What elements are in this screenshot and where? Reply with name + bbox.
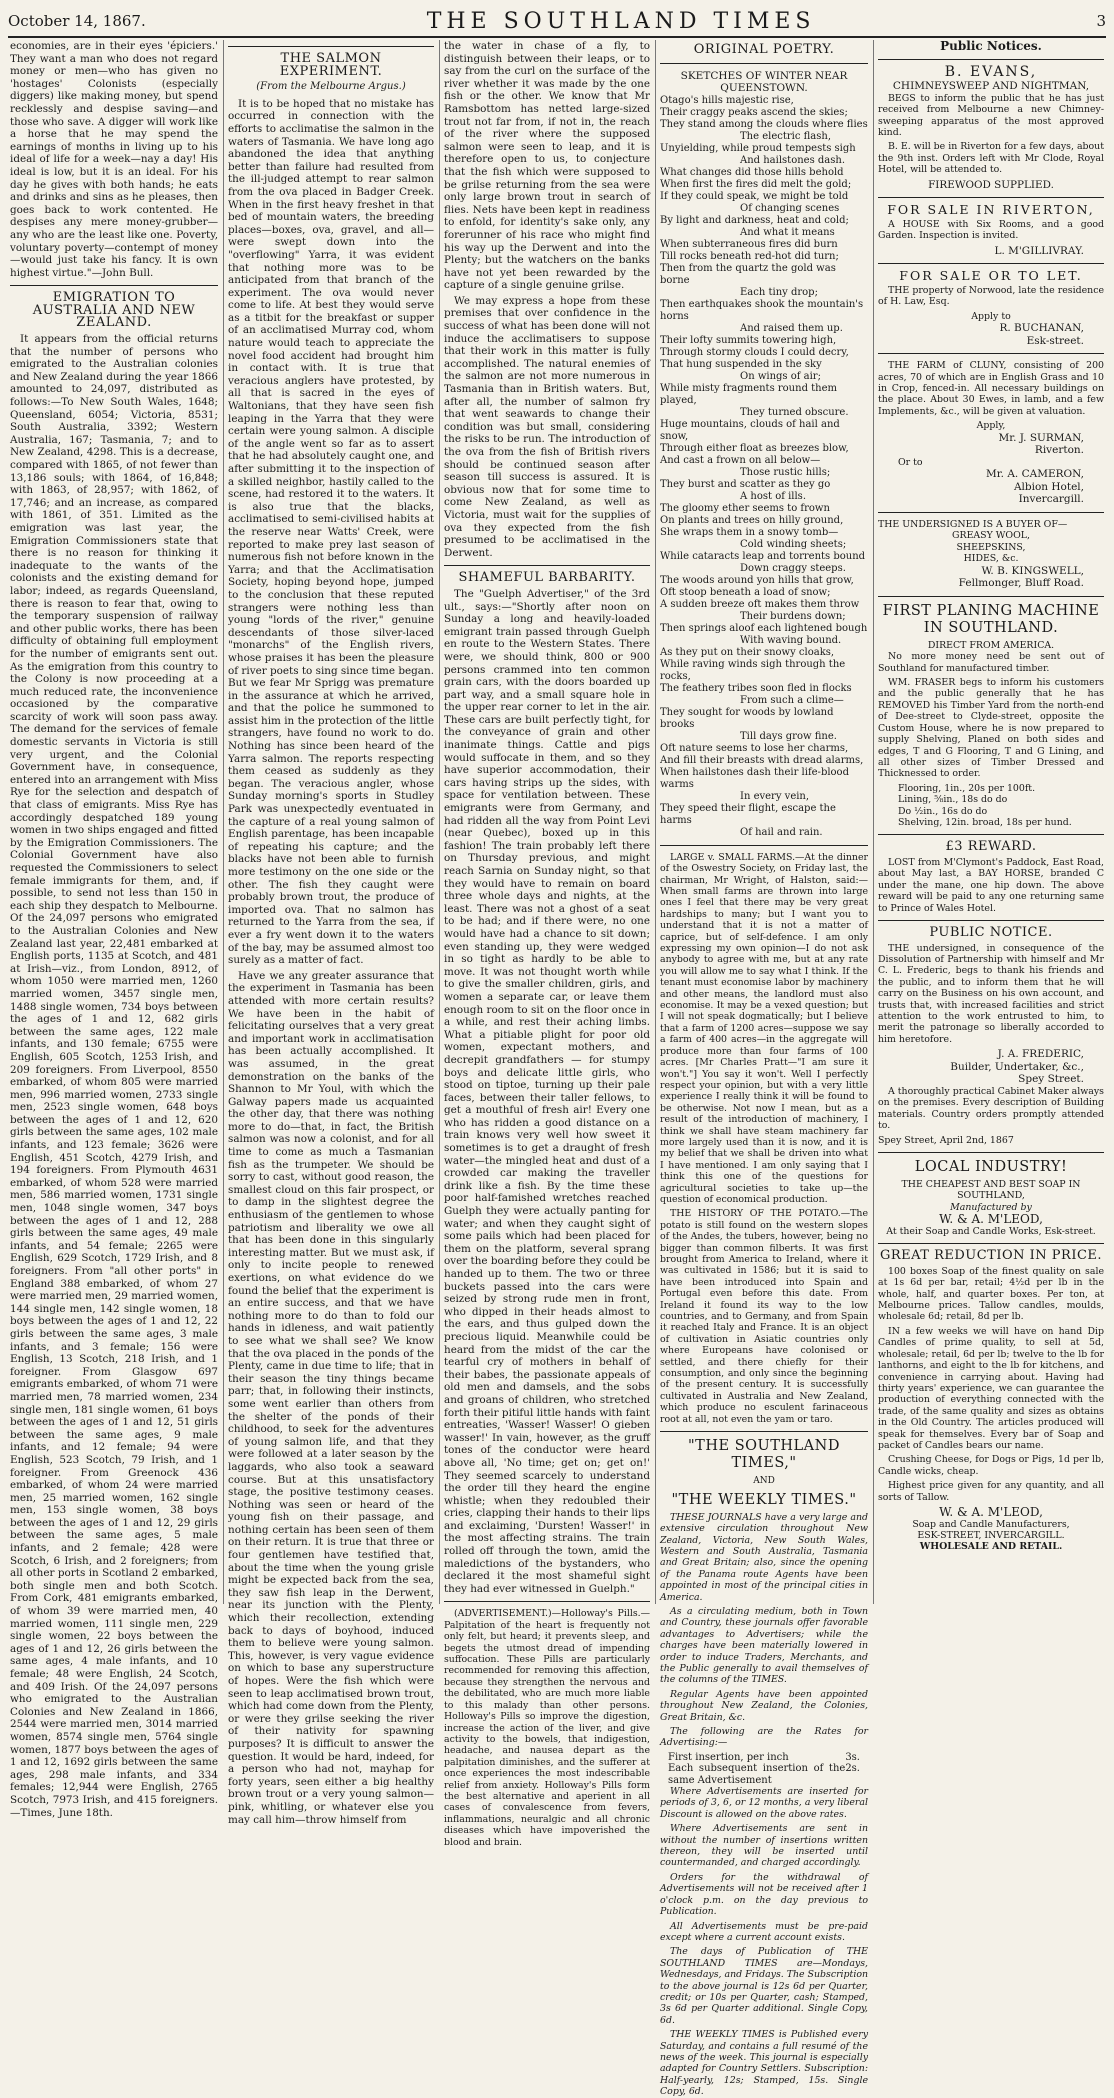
divider (878, 59, 1104, 60)
column-rule (655, 40, 656, 1604)
poem-line: And raised them up. (740, 322, 843, 334)
poem-line: As they put on their snowy cloaks, (660, 646, 835, 658)
divider (878, 263, 1104, 264)
page-number: 3 (1096, 12, 1106, 30)
times-title: "THE SOUTHLAND TIMES," (688, 1438, 840, 1472)
poem-line: She wraps them in a snowy tomb— (660, 526, 839, 538)
notice-text: Crushing Cheese, for Dogs or Pigs, 1d per lb, Candle wicks, cheap. (878, 1454, 1104, 1477)
notice-text: Highest price given for any quantity, and all sorts of Tallow. (878, 1480, 1104, 1503)
notice-signature: Fellmonger, Bluff Road. (958, 577, 1084, 590)
poem-line: The woods around yon hills that grow, (660, 574, 854, 586)
notice-text: LOST from M'Clymont's Paddock, East Road, about May last, a BAY HORSE, branded C under the mane, one hip down. The above reward will be paid to any one returning same to Prince of Wales Hotel. (878, 856, 1104, 914)
poem-line: And hailstones dash. (740, 154, 845, 166)
notice-text: THE property of Norwood, late the residence of H. Law, Esq. (878, 284, 1104, 308)
poem-line: They speed their flight, escape the harms (660, 802, 836, 826)
notice-makers: W. & A. M'LEOD, (939, 1212, 1043, 1227)
notice-text: B. E. will be in Riverton for a few days, about the 9th inst. Orders left with Mr Clode, Royal Hotel, will be attended to. (878, 141, 1104, 176)
newspaper-title: THE SOUTHLAND TIMES (426, 8, 816, 34)
notice-text: No more money need be sent out of Southland for manufactured timber. (878, 651, 1104, 674)
poem-line: Unyielding, while proud tempests sigh (660, 142, 856, 154)
poem-line: Till rocks beneath red-hot did turn; (660, 250, 839, 262)
rate-row-first (660, 1752, 868, 1763)
rate-value: 3s. (845, 1751, 860, 1763)
times-text-1: THESE JOURNALS have a very large and extensive circulation throughout New Zealand, Victoria, New South Wales, Western and South Australia, Tasmania and Great Britain; also, since the opening of the Panama route Agents have been appointed in most of the principal cities in America. (660, 1511, 868, 1603)
notice-evans (878, 63, 1104, 93)
divider (660, 1431, 868, 1432)
salmon-continuation: the water in chase of a fly, to distinguish between their leaps, or to say from the curl on the surface of the river whether it was made by the one fish or the other. We know that Mr Ramsbottom has netted large-sized trout not far from, if not in, the reach of the river where the supposed salmon were seen to leap, and it is therefore open to us, to conjecture that the fish which were supposed to be grilse returning from the sea were only large brown trout in search of flies. Nets have been kept in readiness to enfold, for identity's sake only, any forerunner of his race who might find his way up the Derwent and into the Plenty; but the watchers on the banks have not yet been rewarded by the capture of a single genuine grilse. (444, 40, 650, 292)
notice-text: THE undersigned, in consequence of the Dissolution of Partnership with himself and Mr C. L. Frederic, begs to thank his friends and the public, and to inform them that he will carry on the Business on his own account, and trusts that, with increased facilities and strict attention to the work entrusted to him, to merit the patronage so liberally accorded to him heretofore. (878, 942, 1104, 1045)
notice-signature: J. A. FREDERIC, (997, 1048, 1084, 1061)
notice-address: ESK-STREET, INVERCARGILL. (917, 1529, 1065, 1541)
poem-line: Huge mountains, clouds of hail and snow, (660, 418, 840, 442)
notice-signature: Invercargill. (1018, 493, 1084, 506)
times-text-3: Regular Agents have been appointed throughout New Zealand, the Colonies, Great Britain, &c. (660, 1688, 868, 1723)
poem-line: Then springs aloof each lightened bough (660, 622, 868, 634)
poem-line: Of hail and rain. (740, 826, 823, 838)
column-5 (878, 40, 1104, 1604)
notice-text: A thoroughly practical Cabinet Maker always on the premises. Every description of Building materials. Country orders promptly attended to. (878, 1086, 1104, 1132)
poem-line: Their burdens down; (740, 610, 846, 622)
salmon-text-1: It is to be hoped that no mistake has occurred in connection with the efforts to acclimatise the salmon in the waters of Tasmania. We have long ago abandoned the idea that anything better than failure had resulted from the ill-judged attempt to rear salmon from the ova placed in Badger Creek. When in the first heavy freshet in that bed of mountain waters, the breeding places—boxes, ova, gravel, and all—were swept down into the "overflowing" Yarra, it was evident that nothing more was to be anticipated from that branch of the experiment. The ova would never come to life. At best they would serve as a titbit for the breakfast or supper of an acclimatised Murray cod, whom nature would teach to appreciate the novel food accident had brought him in contact with. It is true that veracious anglers have protested, by all that is sacred in the eyes of Waltonians, that they have seen fish leaping in the Yarra that they were certain were young salmon. A disciple of the angle went so far as to assert that he had absolutely caught one, and after submitting it to the inspection of a skilled neighbor, hastily called to the scene, had restored it to the waters. It is also true that the blacks, acclimatised to semi-civilised habits at the reserve near Watts' Creek, were reported to make prey last season of numerous fish not before known in the Yarra; and that the Acclimatisation Society, hoping beyond hope, jumped to the conclusion that these reputed strangers were nothing less than young "lords of the river," genuine descendants of those silver-laced "monarchs" of the English rivers, whose praises it has been the pleasure of river poets to sing since time began. But we fear Mr Sprigg was premature in the assurance at which he arrived, and that the police he summoned to assist him in the protection of the little strangers, have found no work to do. Nothing has since been heard of the Yarra salmon. The reports respecting them ceased as suddenly as they began. The veracious angler, whose Sunday morning's sports in Studley Park was unexpectedly eventuated in the capture of a real young salmon of English parentage, has been incapable of repeating his capture; and the blacks have not been able to furnish more testimony on the one side or the other. The fish they caught were probably brown trout, the produce of imported ova. That no salmon has returned to the Yarra from the sea, if ever a fry went down it to the waters of the bay, may be assumed almost too surely as a matter of fact. (228, 97, 434, 967)
rate-row-subsequent (660, 1763, 868, 1786)
poem-line: By light and darkness, heat and cold; (660, 214, 849, 226)
column-3 (444, 40, 650, 1848)
times-text-5: Where Advertisements are sent in without the number of insertions written thereon, they will be inserted until countermanded, and charged accordingly. (660, 1823, 868, 1869)
poem-line: Then from the quartz the gold was borne (660, 262, 836, 286)
article-title-emigration: EMIGRATION TO AUSTRALIA AND NEW ZEALAND. (32, 290, 196, 331)
section-title-poetry: ORIGINAL POETRY. (693, 42, 835, 57)
buyer-item: SHEEPSKINS, (956, 541, 1026, 553)
poem-line: They turned obscure. (740, 406, 849, 418)
buyer-items (878, 530, 1104, 564)
salmon-text-2: Have we any greater assurance that the experiment in Tasmania has been attended with more certain results? We have been in the habit of felicitating ourselves that a very great and important work in acclimatisation has been actually accomplished. It was assumed, in the great demonstration on the banks of the Shannon to Mr Youl, with which the Galway papers made us acquainted the other day, that there was nothing more to do—that, in fact, the British salmon was now a colonist, and for all time to come as much a Tasmanian fish as the trumpeter. We should be sorry to cast, without good reason, the smallest cloud on this fair prospect, or to damp in the slightest degree the enthusiasm of the gentlemen to whose patriotism and liberality we owe all that has been done in this singularly interesting matter. But we must ask, if only to incite people to renewed exertions, on what evidence do we found the belief that the experiment is an entire success, and that we have nothing more to do than to fold our hands in idleness, and wait patiently to see what we shall see? We know that the ova placed in the ponds of the Plenty, came in due time to life; that in their season the tiny things became parr; that, in following their instincts, some went earlier than others from the shelter of the ponds of their childhood, to seek for the adventures of young salmon life, and that they were followed at a later season by the laggards, who also took a seaward course. But at this unsatisfactory stage, the positive testimony ceases. Nothing was seen or heard of the young fish on their passage, and nothing certain has been seen of them on their return. It is true that three or four gentlemen have testified that, about the time when the young grisle might be expected back from the sea, they saw fish leap in the Derwent, near its junction with the Plenty, which their recollection, extending back to days of boyhood, induced them to believe were young salmon. This, however, is very vague evidence on which to base any superstructure of hopes. Were the fish which were seen to leap acclimatised brown trout, which had come down from the Plenty, or were they grilse seeking the river of their nativity for spawning purposes? It is difficult to answer the question. It would be hard, indeed, for a person who had not, mayhap for forty years, seen either a big healthy brown trout or a very young salmon—pink, whitling, or whatever else you may call him—throw himself from (228, 969, 434, 1826)
price-shelving: Shelving, 12in. broad, 18s per hund. (898, 816, 1072, 828)
notice-text: A HOUSE with Six Rooms, and a good Garden. Inspection is invited. (878, 218, 1104, 242)
column-1 (10, 40, 218, 1819)
divider (10, 285, 218, 286)
poem-line: When subterraneous fires did burn (660, 238, 838, 250)
notice-reduction-title: GREAT REDUCTION IN PRICE. (879, 1248, 1103, 1264)
poem-line: And cast a frown on all below— (660, 454, 821, 466)
masthead (8, 6, 1106, 38)
notice-trade: Soap and Candle Manufacturers, (912, 1518, 1070, 1530)
article-continuation: economies, are in their eyes 'épiciers.' They want a man who does not regard money or men—who has given no 'hostages' Colonists (especially diggers) like making money, but spend recklessly and despise saving—and those who save. A digger will work like a horse that he may spend the earnings of months in living up to his ideal of life for a week—nay a day! His ideal is low, but it is an ideal. For his day he gives with both hands; he eats and drinks and sins as he pleases, then goes back to work contented. He despises any mere money-grubber—any who are the least like one. Poverty, voluntary poverty—contempt of money—would just take his fancy. It is own highest virtue."—John Bull. (10, 40, 218, 279)
price-lining: Lining, ⅝in., 18s do do (898, 794, 1008, 806)
poem-line: While cataracts leap and torrents bound (660, 550, 866, 562)
notice-text: IN a few weeks we will have on hand Dip Candles of prime quality, to sell at 5d, wholesale; retail, 6d per lb; twelve to the lb for lanthorns, and eight to the lb for kitchens, and convenience in carrying about. Having had thirty years' experience, we can guarantee the production of everything connected with the trade, of the same quality and sizes as obtains in the Old Country. The articles produced will speak for themselves. Every bar of Soap and packet of Candles bears our name. (878, 1325, 1104, 1451)
holloway-advertisement: (ADVERTISEMENT.)—Holloway's Pills.—Palpitation of the heart is frequently not only felt, but heard; it prevents sleep, and begets the utmost dread of impending suffocation. These Pills are particularly recommended for removing this affection, because they strengthen the nervous and the debilitated, who are much more liable to this malady than other persons. Holloway's Pills so improve the digestion, increase the action of the liver, and give activity to the bowels, that indigestion, headache, and nausea depart as the palpitation diminishes, and the sufferer at once experiences the most indescribable relief from anxiety. Holloway's Pills form the best alternative and aperient in all cases of convalescence from fevers, inflammations, neuralgic and all chronic diseases which have impoverished the blood and brain. (444, 1608, 650, 1848)
rate-label: Each subsequent insertion of the same Advertisement (668, 1763, 846, 1786)
poem-line: And fill their breasts with dread alarms, (660, 754, 864, 766)
poem-line: What changes did those hills behold (660, 166, 844, 178)
column-rule (873, 40, 874, 1604)
emigration-text: It appears from the official returns that the number of persons who emigrated to the Australian colonies and New Zealand during the year 1866 amounted to 24,097, distributed as follows:—To New South Wales, 1648; Queensland, 6054; Victoria, 8531; South Australia, 3392; Western Australia, 167; Tasmania, 7; and to New Zealand, 4298. This is a decrease, compared with 1865, of not fewer than 13,186 souls; with 1864, of 16,848; with 1863, of 28,957; with 1862, of 17,746; and an increase, as compared with 1861, of 351. Limited as the emigration was last year, the Emigration Commissioners state that there is no reason for thinking it inadequate to the wants of the colonists and the existing demand for labor; indeed, as regards Queensland, there is reason to fear that, owing to the temporary suspension of railway and other public works, there has been difficulty of obtaining full employment for the number of emigrants sent out. As the emigration from this country to the Colony is now proceeding at a much reduced rate, the inconvenience occasioned by the comparative scarcity of work will soon pass away. The demand for the services of female domestic servants in Victoria is still very urgent, and the Colonial Government have, in consequence, entered into an arrangement with Miss Rye for the selection and despatch of that class of emigrants. Miss Rye has accordingly despatched 189 young women in two ships engaged and fitted by the Emigration Commissioners. The Colonial Government have also requested the Commissioners to select female immigrants for them, and, if possible, to send not less than 150 in each ship they despatch to Melbourne. Of the 24,097 persons who emigrated to the Australian Colonies and New Zealand last year, 22,481 embarked at English ports, 1135 at Scotch, and 481 at Irish—viz., from London, 8912, of whom 1050 were married men, 1260 married women, 3457 single men, 1488 single women, 734 boys between the ages of 1 and 12, 682 girls between the same ages, 122 male infants, and 130 female; 6755 were English, 605 Scotch, 1253 Irish, and 209 foreigners. From Liverpool, 8550 embarked, of whom 805 were married men, 996 married women, 2733 single men, 2523 single women, 648 boys between the ages of 1 and 12, 620 girls between the same ages, 102 male infants, and 123 female; 3626 were English, 451 Scotch, 4279 Irish, and 194 foreigners. From Plymouth 4631 embarked, of whom 528 were married men, 586 married women, 1731 single men, 1048 single women, 347 boys between the ages of 1 and 12, 288 girls between the same ages, 49 male infants, and 54 female; 2265 were English, 629 Scotch, 1729 Irish, and 8 foreigners. From "all other ports" in England 388 embarked, of whom 27 were married men, 29 married women, 144 single men, 142 single women, 18 boys between the ages of 1 and 12, 22 girls between the same ages, 3 male infants, and 3 female; 156 were English, 13 Scotch, 218 Irish, and 1 foreigner. From Glasgow 697 emigrants embarked, of whom 71 were married men, 78 married women, 234 single men, 181 single women, 61 boys between the ages of 1 and 12, 51 girls between the same ages, 9 male infants, and 12 female; 94 were English, 523 Scotch, 79 Irish, and 1 foreigner. From Greenock 436 embarked, of whom 24 were married men, 25 married women, 162 single men, 153 single women, 38 boys between the ages of 1 and 12, 29 girls between the same ages, 5 male infants, and 2 female; 428 were Scotch, 6 Irish, and 2 foreigners; from all other ports in Scotland 2 embarked, both single men and both Scotch. From Cork, 481 emigrants embarked, of whom 39 were married men, 40 married women, 111 single men, 229 single women, 22 boys between the ages of 1 and 12, 26 girls between the same ages, 4 male infants, and 10 female; 48 were English, 24 Scotch, and 409 Irish. Of the 24,097 persons who emigrated to the Australian Colonies and New Zealand in 1866, 2544 were married men, 3014 married women, 8574 single men, 5764 single women, 1877 boys between the ages of 1 and 12, 1692 girls between the same ages, 298 male infants, and 334 females; 12,944 were English, 2765 Scotch, 7973 Irish, and 415 foreigners.—Times, June 18th. (10, 333, 218, 1819)
poem-line: Those rustic hills; (740, 466, 831, 478)
divider (878, 512, 1104, 513)
farms-paragraph: LARGE v. SMALL FARMS.—At the dinner of the Oswestry Society, on Friday last, the chairman, Mr Wright, of Halston, said:—When small farms are thrown into large ones I feel that there may be very great hardships to many; but I want you to understand that it is not a matter of caprice, but of self-defence. I am only expressing my own opinion—I do not ask anybody to agree with me, but at any rate you will allow me to say what I think. If the tenant must economise labor by machinery and other means, the landlord must also economise. It may be a vexed question; but I will not speak dogmatically; but I believe that a farm of 1200 acres—suppose we say a farm of 400 acres—in the aggregate will produce more than four farms of 100 acres. [Mr Charles Pratt—"I am sure it won't."] You say it won't. Well I perfectly respect your opinion, but with a very little experience I really think it will be found to be otherwise. Not now I mean, but as a result of the introduction of machinery, I think we shall have steam machinery far more largely used than it is now, and it is my belief that we shall be driven into what I have mentioned. I am only saying that I think this one of the questions for agricultural societies to take up—the question of economical production. (660, 851, 868, 1205)
poem-line: The feathery tribes soon fled in flocks (660, 682, 852, 694)
public-notices-header: Public Notices. (940, 39, 1042, 53)
price-flooring: Flooring, 1in., 20s per 100ft. (898, 782, 1036, 794)
poem-line: In every vein, (740, 790, 810, 802)
notice-text: BEGS to inform the public that he has just received from Melbourne a new Chimney-sweeping apparatus of the most approved kind. (878, 92, 1104, 138)
notice-date: Spey Street, April 2nd, 1867 (878, 1134, 1014, 1146)
poem-line: They stand among the clouds where flies (660, 118, 868, 130)
notice-signature: Spey Street. (1018, 1073, 1084, 1086)
buyer-item: GREASY WOOL, (952, 530, 1030, 542)
divider (878, 1243, 1104, 1244)
poem-line: Through stormy clouds I could decry, (660, 346, 849, 358)
notice-subtitle: CHIMNEYSWEEP AND NIGHTMAN, (892, 80, 1090, 93)
notice-subtitle: DIRECT FROM AMERICA. (927, 639, 1055, 651)
notice-industry-title: LOCAL INDUSTRY! (914, 1159, 1068, 1176)
notice-title: B. EVANS, (944, 63, 1038, 80)
salmon-text-3: We may express a hope from these premises that over confidence in the success of what has been done will not induce the acclimatisers to suppose that their work in this matter is fully accomplished. The natural enemies of the salmon are not more numerous in Tasmania than in British waters. But, after all, the number of salmon fry that went seawards to change their condition was but small, considering the risks to be run. The introduction of the ova from the fish of British rivers should be continued season after season till success is assured. It is obvious now that for some time to come New Zealand, as well as Victoria, must wait for the supplies of ova they expected from the fish presumed to be acclimatised in the Derwent. (444, 294, 650, 559)
notice-works: At their Soap and Candle Works, Esk-street. (886, 1225, 1096, 1237)
poem-title: SKETCHES OF WINTER NEAR QUEENSTOWN. (680, 69, 848, 95)
poem-line: Oft stoop beneath a load of snow; (660, 586, 831, 598)
poem-line: Of changing scenes (740, 202, 840, 214)
divider (228, 46, 434, 47)
poem-line: Each tiny drop; (740, 286, 818, 298)
notice-signature: Builder, Undertaker, &c., (950, 1060, 1084, 1073)
poem-line: Cold winding sheets; (740, 538, 847, 550)
poem-line: From such a clime— (740, 694, 844, 706)
article-title-salmon: THE SALMON EXPERIMENT. (279, 51, 383, 79)
times-text-9: THE WEEKLY TIMES is Published every Saturday, and contains a full resumé of the news of the week. This journal is especially adapted for Country Settlers. Subscription: Half-yearly, 12s; Stamped, 15s. Single Copy, 6d. (660, 2029, 868, 2098)
notice-sale-let (878, 270, 1104, 283)
poem-line: While misty fragments round them played, (660, 382, 838, 406)
poem-line: Down craggy steeps. (740, 562, 846, 574)
notice-signature: Mr. J. SURMAN, (998, 431, 1084, 444)
poem-line: Their craggy peaks ascend the skies; (660, 106, 848, 118)
weekly-times-title: "THE WEEKLY TIMES." (671, 1491, 857, 1508)
divider (878, 834, 1104, 835)
column-2 (228, 40, 434, 1826)
poem-line: Till days grow fine. (740, 730, 837, 742)
notice-text: WM. FRASER begs to inform his customers and the public generally that he has REMOVED his Timber Yard from the north-end of Dee-street to Clyde-street, opposite the Custom House, where he is now prepared to supply Shelving, Planed on both sides and edges, T and G Flooring, T and G Lining, and all other sizes of Timber Dressed and Thicknessed to order. (878, 677, 1104, 780)
column-4 (660, 40, 868, 2098)
notice-signature: W. B. KINGSWELL, (981, 564, 1084, 577)
notice-text: 100 boxes Soap of the finest quality on sale at 1s 6d per bar, retail; 4½d per lb in the whole, half, and quarter boxes. Per ton, at Melbourne prices. Tallow candles, moulds, wholesale 6d; retail, 8d per lb. (878, 1265, 1104, 1323)
notice-public-title: PUBLIC NOTICE. (929, 924, 1053, 940)
poem-line: Their lofty summits towering high, (660, 334, 837, 346)
notice-cluny-text: THE FARM of CLUNY, consisting of 200 acres, 70 of which are in English Grass and 10 in Crop, fenced-in. All necessary buildings on the place. About 30 Ewes, in lamb, and a few Implements, &c., will be given at valuation. (878, 360, 1104, 417)
poem-line: While raving winds sigh through the rocks, (660, 658, 846, 682)
notice-apply: Apply to (971, 310, 1011, 322)
notice-signature: Esk-street. (1026, 334, 1084, 347)
price-lining: Do ½in., 16s do do (898, 805, 988, 817)
notice-or: Or to (898, 456, 923, 468)
poem-line: A sudden breeze oft makes them throw (660, 598, 860, 610)
rate-label: First insertion, per inch (668, 1751, 789, 1763)
divider (878, 1152, 1104, 1153)
divider (444, 1601, 650, 1602)
poem-line: When first the fires did melt the gold; (660, 178, 852, 190)
divider (660, 63, 868, 64)
notice-signature: Albion Hotel, (1013, 480, 1084, 493)
poem-line: And what it means (740, 226, 835, 238)
notice-title: FOR SALE OR TO LET. (899, 268, 1083, 284)
poem-line: They burst and scatter as they go (660, 478, 831, 490)
poem-line: With waving bound. (740, 634, 842, 646)
divider (660, 845, 868, 846)
notice-reward-title: £3 REWARD. (945, 839, 1037, 855)
divider (878, 920, 1104, 921)
times-text-4: Where Advertisements are inserted for periods of 3, 6, or 12 months, a very liberal Discount is allowed on the above rates. (660, 1786, 868, 1820)
rates-intro: The following are the Rates for Advertising:— (660, 1726, 868, 1749)
buyer-item: HIDES, &c. (963, 553, 1019, 565)
poem-line: The gloomy ether seems to frown (660, 502, 830, 514)
notice-signature: R. BUCHANAN, (999, 322, 1084, 335)
times-text-2: As a circulating medium, both in Town and Country, these journals offer favorable advantages to Advertisers; while the charges have been materially lowered in order to induce Traders, Merchants, and the Public generally to avail themselves of the columns of the TIMES. (660, 1605, 868, 1686)
poem-body (660, 95, 868, 839)
notice-makers: W. & A. M'LEOD, (939, 1504, 1043, 1519)
poem-line: If they could speak, we might be told (660, 190, 849, 202)
notice-final: WHOLESALE AND RETAIL. (919, 1541, 1063, 1553)
times-text-6: Orders for the withdrawal of Advertisements will not be received after 1 o'clock p.m. on the day previous to Publication. (660, 1871, 868, 1918)
poem-line: When hailstones dash their life-blood warms (660, 766, 849, 790)
poem-line: Through either float as breezes blow, (660, 442, 849, 454)
poem-line: On plants and trees on hilly ground, (660, 514, 844, 526)
column-rule (223, 40, 224, 1604)
divider (878, 197, 1104, 198)
potato-paragraph: THE HISTORY OF THE POTATO.—The potato is still found on the western slopes of the Andes, the tubers, however, being no bigger than common filberts. It was first brought from America to Ireland, where it was cultivated in 1586; but it is said to have been introduced into Spain and Portugal even before this date. From Ireland it found its way to the low countries, and to Germany, and from Spain it reached Italy and France. It is an object of cultivation in Asiatic countries only where Europeans have colonised or settled, and there chiefly for their consumption, and only since the beginning of the present century. It is successfully cultivated in Australia and New Zealand, which produce no esculent farinaceous root at all, not even the yam or taro. (660, 1208, 868, 1425)
notice-buyer-title: THE UNDERSIGNED IS A BUYER OF— (878, 519, 1068, 531)
divider (878, 596, 1104, 597)
poem-line: They sought for woods by lowland brooks (660, 706, 834, 730)
article-source: (From the Melbourne Argus.) (256, 81, 406, 93)
notice-signature: L. M'GILLIVRAY. (994, 244, 1084, 257)
notice-signature: Riverton. (1034, 444, 1084, 457)
barbarity-text: The "Guelph Advertiser," of the 3rd ult., says:—"Shortly after noon on Sunday a long and heavily-loaded emigrant train passed through Guelph en route to the Western States. There were, we should think, 800 or 900 persons crammed into ten common grain cars, with the doors boarded up part way, and a small square hole in the upper rear corner to let in the air. These cars are built perfectly tight, for the conveyance of grain and other inanimate things. Cattle and pigs would suffocate in them, and so they have superior accommodation, their cars having strips up the sides, with space for ventilation between. These emigrants were from Germany, and had ridden all the way from Point Levi (near Quebec), boxed up in this fashion! The train probably left there on Thursday previous, and might reach Sarnia on Sunday night, so that they would have to remain on board three whole days and nights, at the least. There was not a ghost of a seat to be had; and if there were, no one would have had a chance to sit down; even standing up, they were wedged in so tight as hardly to be able to move. It was not thought worth while to give the smaller children, girls, and women a separate car, or leave them enough room to sit on the floor once in a while, and rest their aching limbs. What a pitiable plight for poor old women, expectant mothers, and decrepit grandfathers — for stumpy boys and delicate little girls, who stood on tiptoe, turning up their pale faces, between their taller fellows, to get a mouthful of fresh air! Every one who has ridden a good distance on a train knows very well how sweet it sometimes is to get a draught of fresh water—the mingled heat and dust of a crowded car making the traveller drink like a fish. By the time these poor half-famished wretches reached Guelph they were actually panting for water; and when they caught sight of some pails which had been placed for them on the platform, several sprang over the boarding before they could be handed up to them. The two or three buckets passed into the cars were seized by strong rude men in front, who dipped in their heads almost to the ears, and thus gulped down the precious liquid. Meanwhile could be heard from the midst of the car the tearful cry of mothers in behalf of their babes, the passionate appeals of old men and damsels, and the sobs and groans of children, who stretched forth their pitiful little hands with faint entreaties, 'Wasser! Wasser! O gieben wasser!' In vain, however, as the gruff tones of the conductor were heard above all, 'No time; get on; get on!' They seemed scarcely to understand the order till they heard the engine whistle; when they redoubled their cries, clapping their hands to their lips and exclaiming, 'Dursten! Wasser!' in the most affecting strains. The train rolled off through the town, amid the maledictions of the bystanders, who declared it the most shameful sight they had ever witnessed in Guelph." (444, 587, 650, 1595)
divider (878, 353, 1104, 354)
notice-signature: Mr. A. CAMERON, (986, 468, 1084, 481)
rate-value: 2s. (845, 1763, 860, 1775)
times-text-7: All Advertisements must be pre-paid except where a current account exists. (660, 1920, 868, 1943)
notice-apply: Apply, (976, 420, 1006, 432)
poem-line: The electric flash, (740, 130, 832, 142)
article-title-barbarity: SHAMEFUL BARBARITY. (458, 570, 636, 586)
divider (444, 565, 650, 566)
poem-line: Otago's hills majestic rise, (660, 94, 794, 106)
notice-sale-riverton (878, 204, 1104, 217)
issue-date: October 14, 1867. (8, 12, 146, 30)
notice-text: Manufactured by (950, 1201, 1032, 1213)
notice-subtitle: FIREWOOD SUPPLIED. (928, 178, 1054, 191)
notice-subtitle: THE CHEAPEST AND BEST SOAP IN SOUTHLAND, (901, 1179, 1081, 1202)
column-rule (439, 40, 440, 1604)
notice-title: FOR SALE IN RIVERTON, (887, 202, 1095, 218)
poem-line: A host of ills. (740, 490, 806, 502)
poem-line: Then earthquakes shook the mountain's horns (660, 298, 864, 322)
times-text-8: The days of Publication of THE SOUTHLAND TIMES are—Mondays, Wednesdays, and Fridays. The Subscription to the above journal is 12s 6d per Quarter, credit; or 10s per Quarter, cash; Stamped, 3s 6d per Quarter additional. Single Copy, 6d. (660, 1946, 868, 2026)
poem-line: That hung suspended in the sky (660, 358, 822, 370)
poem-line: Oft nature seems to lose her charms, (660, 742, 849, 754)
poem-line: On wings of air; (740, 370, 821, 382)
notice-planing-title: FIRST PLANING MACHINE IN SOUTHLAND. (882, 602, 1100, 636)
times-and: AND (753, 1476, 775, 1487)
